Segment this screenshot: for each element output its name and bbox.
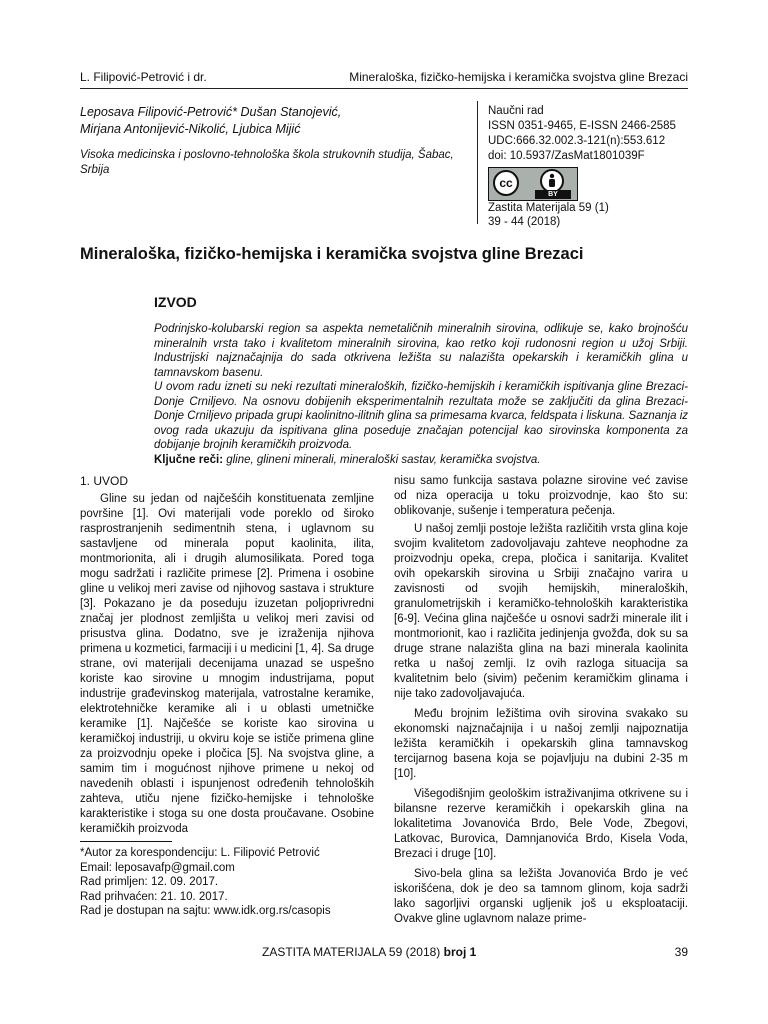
online-availability: Rad je dostupan na sajtu: www.idk.org.rs/casopis <box>80 905 331 917</box>
running-header-authors: L. Filipović-Petrović i dr. <box>80 70 207 84</box>
doi: doi: 10.5937/ZasMat1801039F <box>488 150 645 162</box>
abstract-body <box>154 322 688 467</box>
journal-volume: Zastita Materijala 59 (1) <box>488 202 609 214</box>
corresponding-author: *Autor za korespondenciju: L. Filipović Petrović <box>80 847 320 859</box>
body-paragraph: Sivo-bela glina sa ležišta Jovanovića Brdo je već iskorišćena, dok je deo sa tamnom glinom, koja sadrži lako sagorljivi organski ugljenik još u eksploataciji. Ovakve gline uglavnom nalaze prime- <box>394 868 688 925</box>
udc: UDC:666.32.002.3-121(n):553.612 <box>488 135 666 147</box>
article-metadata <box>488 104 698 164</box>
body-paragraph: nisu samo funkcija sastava polazne sirovine već zavise od niza operacija u toku proizvodnje, kao što su: oblikovanje, sušenje i temperatura pečenja. <box>394 475 688 517</box>
footnote-rule <box>80 841 172 842</box>
abstract-paragraph: U ovom radu izneti su neki rezultati mineraloških, fizičko-hemijskih i keramičkih ispitivanja gline Brezaci-Donje Crniljevo. Na osnovu dobijenih eksperimentalnih rezultata može se zaključiti da glina Brezaci-Donje Crniljevo pripada grupi kaolinitno-ilitnih glina sa primesama kvarca, feldspata i liskuna. Saznanja iz ovog rada ukazuju da ispitivana glina poseduje značajan potencijal kao sirovinska komponenta za dobijanje brojnih keramičkih proizvoda. <box>154 381 688 451</box>
body-paragraph: U našoj zemlji postoje ležišta različitih vrsta glina koje svojim kvalitetom zadovoljavaju zahteve neophodne za proizvodnju opeka, crepa, pločica i sanitarija. Kvalitet ovih opekarskih sirovina u Srbiji značajno varira u zavisnosti od svojih hemijskih, mineraloških, granulometrijskih i keramičko-tehnoloških karakteristika [6-9]. Većina glina najčešće u osnovi sadrži minerale ilit i montmorionit, kao i različita jedinjenja gvožđa, dok su sa druge strane nalazišta glina na bazi minerala kaolinita retka u našoj zemlji. Iz ovih razloga situacija sa kvalitetnim belo (sivim) pečenim keramičkim glinama i nije tako zadovoljavajuća. <box>394 523 688 700</box>
author-line: Mirjana Antonijević-Nikolić, Ljubica Mijić <box>80 122 301 136</box>
by-label: BY <box>535 190 571 199</box>
body-paragraph: Među brojnim ležištima ovih sirovina svakako su ekonomski najznačajnija i u našoj zemlji najpoznatija ležišta keramičkih i opekarskih glina tamnavskog tercijarnog basena koja se pojavljuju na dubini 2-35 m [10]. <box>394 708 688 780</box>
author-line: Leposava Filipović-Petrović* Dušan Stanojević, <box>80 105 342 119</box>
journal-pages: 39 - 44 (2018) <box>488 216 561 228</box>
running-header-title: Mineraloška, fizičko-hemijska i keramička svojstva gline Brezaci <box>349 70 688 84</box>
right-column <box>394 474 688 927</box>
journal-citation <box>488 201 688 229</box>
keywords-label: Ključne reči: <box>154 453 224 466</box>
affiliation: Visoka medicinska i poslovno-tehnološka škola strukovnih studija, Šabac, Srbija <box>80 149 454 176</box>
author-list <box>80 104 470 138</box>
footnote <box>80 846 380 919</box>
cc-icon: cc <box>493 170 519 196</box>
keywords <box>154 453 688 468</box>
abstract-heading: IZVOD <box>154 294 197 310</box>
article-type: Naučni rad <box>488 105 544 117</box>
left-column <box>80 492 374 837</box>
meta-divider <box>477 101 478 224</box>
page-footer-journal <box>262 945 476 959</box>
email: Email: leposavafp@gmail.com <box>80 861 235 874</box>
page-number: 39 <box>674 945 688 959</box>
header-rule <box>80 88 688 89</box>
body-paragraph: Višegodišnjim geološkim istraživanjima otkrivene su i bilansne rezerve keramičkih i opekarskih glina na lokalitetima Jovanovića Brdo, Bele Vode, Zbegovi, Latkovac, Burovica, Damnjanovića Brdo, Kisela Voda, Brezaci i druge [10]. <box>394 788 688 860</box>
keywords-list: gline, glineni minerali, mineraloški sastav, keramička svojstva. <box>223 453 541 466</box>
footer-journal: ZASTITA MATERIJALA 59 (2018) <box>262 945 444 959</box>
accepted-date: Rad prihvaćen: 21. 10. 2017. <box>80 890 228 903</box>
body-paragraph: Gline su jedan od najčešćih konstituenata zemljine površine [1]. Ovi materijali vode poreklo od široko rasprostranjenih sedimentnih stena, i uglavnom su sastavljene od minerala poput kaolinita, ilita, montmorionita, ali i drugih alumosilikata. Pored toga mogu sadržati i različite primese [2]. Primena i osobine gline u velikoj meri zavise od njihovog sastava i strukture [3]. Pokazano je da poseduju izuzetan poljoprivredni značaj jer plodnost zemljišta u velikoj meri zavisi od prisustva glina. Dodatno, sve je izraženija njihova primena u kozmetici, farmaciji i u medicini [1, 4]. Sa druge strane, ovi materijali decenijama unazad se uspešno koriste kao sirovine u mnogim industrijama, poput industrije građevinskog materijala, vatrostalne keramike, elektrotehničke keramike ali i u oblasti umetničke keramike [1]. Najčešće se koriste kao sirovina u keramičkoj industriji, u okviru koje se ističe primena gline za proizvodnju opeke i pločica [5]. Na svojstva gline, a samim tim i mogućnost njihove primene u nekoj od navedenih oblasti i ispunjenost određenih tehnoloških zahteva, utiču njene fizičko-hemijske i tehnološke karakteristike i stoga su one dosta proučavane. Osobine keramičkih proizvoda <box>80 493 375 835</box>
paper-title: Mineraloška, fizičko-hemijska i keramička svojstva gline Brezaci <box>80 245 584 263</box>
issn: ISSN 0351-9465, E-ISSN 2466-2585 <box>488 120 676 132</box>
footer-issue: broj 1 <box>443 945 477 959</box>
cc-by-license-badge <box>488 167 578 201</box>
section-heading: 1. UVOD <box>80 474 129 488</box>
abstract-paragraph: Podrinjsko-kolubarski region sa aspekta nemetaličnih mineralnih sirovina, odlikuje se, kako brojnošću mineralnih vrsta tako i kvalitetom mineralnih sirovina, kao retko koji rudonosni region u užoj Srbiji. Industrijski najznačajnija do sada otkrivena ležišta su nalazišta opekarskih i keramičkih glina u tamnavskom basenu. <box>154 323 688 379</box>
received-date: Rad primljen: 12. 09. 2017. <box>80 876 219 888</box>
